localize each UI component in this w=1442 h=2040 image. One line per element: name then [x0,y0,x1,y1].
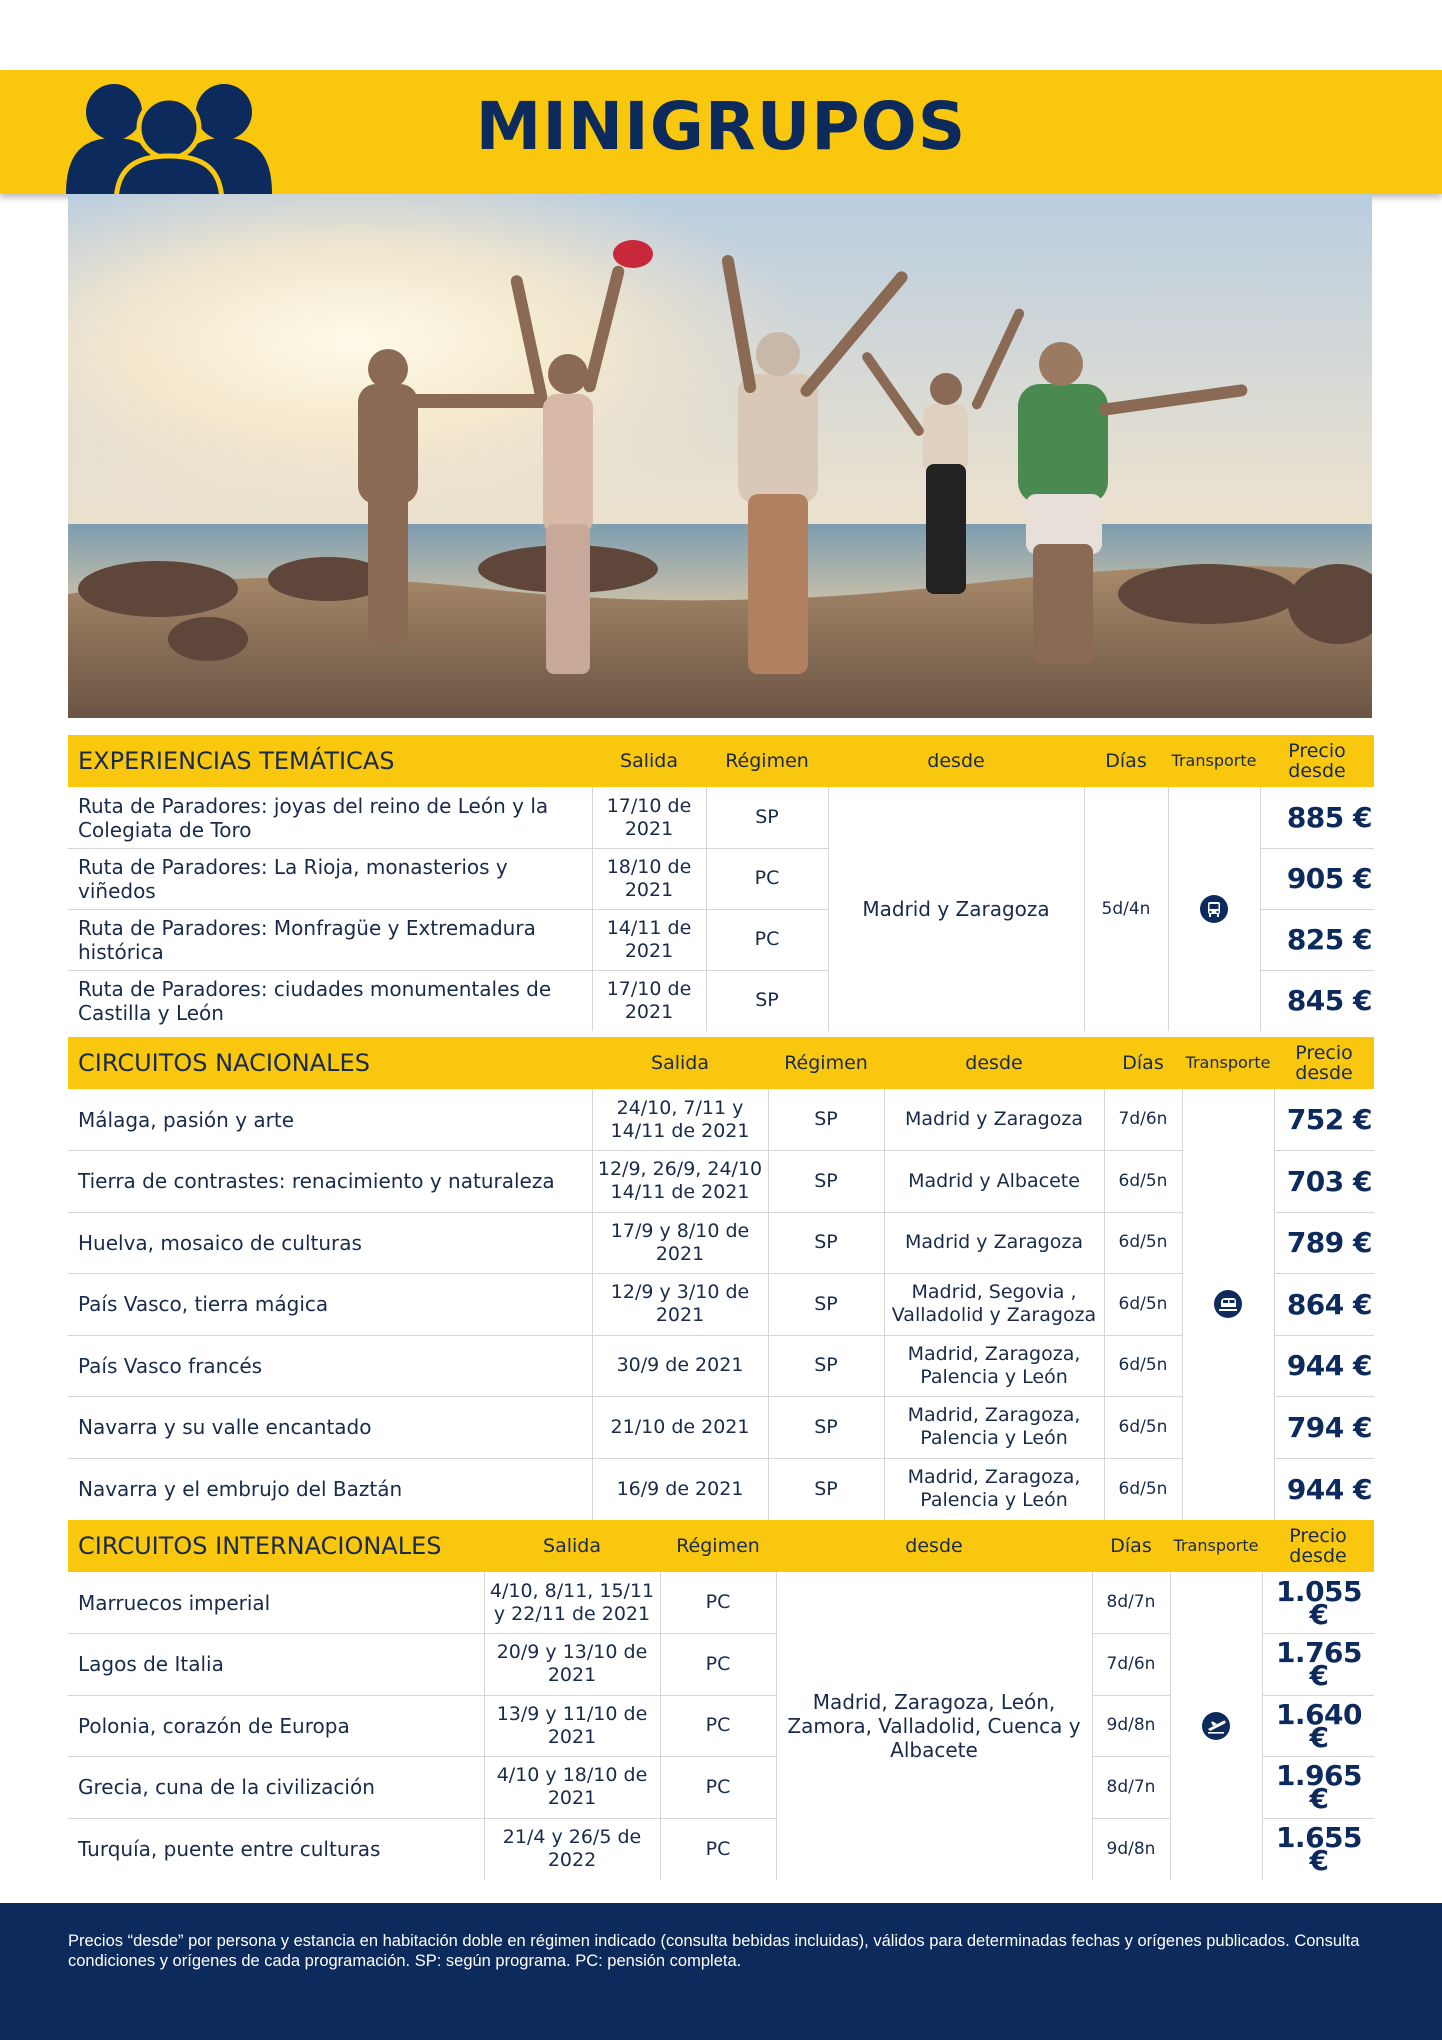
trip-desde: Madrid, Segovia , Valladolid y Zaragoza [891,1281,1097,1326]
internacionales-header [68,1520,1374,1572]
trip-regimen: SP [814,1292,838,1315]
col-desde: desde [927,750,985,772]
trip-name: Ruta de Paradores: joyas del reino de León y la Colegiata de Toro [78,793,549,842]
experiencias-body [68,787,1374,1031]
internacionales-body [68,1572,1374,1880]
trip-price: 864 € [1286,1287,1372,1321]
trip-regimen: SP [755,806,779,828]
trip-price: 794 € [1286,1410,1372,1444]
trip-salida: 14/11 de 2021 [606,916,692,962]
nacionales-header [68,1037,1374,1089]
trip-name: Málaga, pasión y arte [78,1107,295,1132]
trip-desde: Madrid, Zaragoza, Palencia y León [907,1342,1081,1388]
trip-price: 1.640 € [1275,1697,1363,1754]
nacionales-section [68,1037,1374,1520]
trip-desde: Madrid y Albacete [908,1169,1080,1192]
trip-desde: Madrid y Zaragoza [905,1108,1083,1130]
col-precio: Precio desde [1289,1525,1347,1567]
trip-salida: 12/9, 26/9, 24/10 14/11 de 2021 [597,1158,763,1203]
trip-price: 845 € [1286,984,1372,1017]
col-desde: desde [905,1535,963,1557]
trip-regimen: SP [814,1231,838,1253]
trip-dias: 7d/6n [1118,1109,1168,1129]
col-dias: Días [1105,750,1147,772]
trip-regimen: PC [705,1591,731,1613]
trip-price: 703 € [1286,1164,1372,1198]
trip-regimen: PC [705,1714,731,1736]
nacionales-body [68,1089,1374,1520]
trip-price: 1.655 € [1275,1821,1363,1877]
trip-dias: 6d/5n [1118,1170,1168,1191]
trip-price: 944 € [1286,1349,1372,1382]
trip-dias: 6d/5n [1118,1478,1168,1499]
trip-name: Ruta de Paradores: La Rioja, monasterios y viñedos [78,854,508,903]
table-row [68,848,1374,909]
trip-dias: 6d/5n [1118,1416,1168,1437]
col-regimen: Régimen [784,1052,868,1074]
trip-salida: 17/9 y 8/10 de 2021 [610,1219,750,1265]
trip-dias: 9d/8n [1106,1715,1156,1735]
trip-name: Tierra de contrastes: renacimiento y naturaleza [78,1169,555,1193]
plane-icon [1202,1712,1230,1740]
trip-salida: 4/10 y 18/10 de 2021 [496,1764,648,1809]
col-precio: Precio desde [1288,740,1346,782]
trip-salida: 21/10 de 2021 [610,1415,750,1438]
trip-price: 789 € [1286,1226,1372,1259]
trip-dias: 7d/6n [1106,1653,1156,1674]
trip-regimen: SP [814,1415,838,1438]
trip-salida: 17/10 de 2021 [606,794,692,840]
page-title: MINIGRUPOS [475,88,967,165]
col-salida: Salida [543,1535,601,1557]
trip-name: Lagos de Italia [78,1652,224,1676]
trip-name: Navarra y el embrujo del Baztán [78,1477,403,1501]
trip-price: 825 € [1286,923,1372,956]
table-row [68,1212,1374,1273]
trip-dias: 8d/7n [1106,1776,1156,1797]
trip-salida: 12/9 y 3/10 de 2021 [610,1281,750,1326]
trip-regimen: PC [754,867,780,889]
train-icon [1214,1290,1242,1318]
trip-regimen: SP [814,1169,838,1192]
trip-name: Ruta de Paradores: ciudades monumentales de Castilla y León [78,976,552,1025]
col-transporte: Transporte [1173,1536,1259,1555]
experiencias-title: EXPERIENCIAS TEMÁTICAS [78,747,395,775]
trip-price: 944 € [1286,1472,1372,1506]
trip-dias: 6d/5n [1118,1293,1168,1314]
footer-text: Precios “desde” por persona y estancia en habitación doble en régimen indicado (consulta bebidas incluidas), válidos para determinadas fechas y orígenes publicados. Consulta condiciones y orígenes de cada programación. SP: según programa. PC: pensión completa. [68,1932,1360,1970]
trip-price: 1.965 € [1275,1759,1363,1815]
col-regimen: Régimen [725,750,809,772]
trip-desde: Madrid, Zaragoza, Palencia y León [907,1404,1081,1449]
hero-photo-seniors-beach [68,194,1372,718]
trip-price: 885 € [1286,801,1372,834]
trip-dias: 8d/7n [1106,1592,1156,1612]
trip-salida: 20/9 y 13/10 de 2021 [496,1641,648,1686]
trip-name: País Vasco, tierra mágica [78,1292,329,1316]
trip-name: Navarra y su valle encantado [78,1415,372,1439]
table-row [68,787,1374,848]
trip-regimen: PC [705,1837,731,1860]
trip-regimen: SP [814,1354,838,1376]
table-row [68,1273,1374,1335]
table-row [68,1150,1374,1212]
col-dias: Días [1122,1052,1164,1074]
trip-regimen: SP [814,1108,838,1130]
trip-desde: Madrid y Zaragoza [905,1231,1083,1253]
table-row [68,1756,1374,1818]
trip-salida: 21/4 y 26/5 de 2022 [502,1826,642,1871]
experiencias-header [68,735,1374,787]
trip-salida: 13/9 y 11/10 de 2021 [496,1702,648,1748]
experiencias-dias: 5d/4n [1101,899,1151,919]
col-salida: Salida [620,750,678,772]
trip-regimen: PC [705,1775,731,1798]
table-row [68,1695,1374,1756]
internacionales-section [68,1520,1374,1880]
trip-regimen: SP [755,989,779,1011]
trip-salida: 16/9 de 2021 [616,1477,744,1500]
col-transporte: Transporte [1185,1053,1271,1072]
trip-regimen: SP [814,1477,838,1500]
nacionales-title: CIRCUITOS NACIONALES [78,1049,370,1077]
experiencias-section [68,735,1374,1031]
trip-name: Huelva, mosaico de culturas [78,1230,362,1255]
table-row [68,1089,1374,1150]
trip-price: 1.055 € [1275,1574,1363,1631]
trip-dias: 6d/5n [1118,1355,1168,1375]
trip-salida: 18/10 de 2021 [606,855,692,901]
table-row [68,970,1374,1031]
trip-dias: 9d/8n [1106,1838,1156,1859]
trip-price: 905 € [1286,862,1372,895]
trip-dias: 6d/5n [1118,1232,1168,1252]
table-row [68,909,1374,970]
trip-name: Marruecos imperial [78,1590,271,1615]
footer-disclaimer [0,1903,1442,2040]
col-dias: Días [1110,1535,1152,1557]
trip-salida: 24/10, 7/11 y 14/11 de 2021 [610,1096,750,1142]
bus-icon [1200,895,1228,923]
trip-salida: 17/10 de 2021 [606,977,692,1023]
internacionales-desde: Madrid, Zaragoza, León, Zamora, Valladolid, Cuenca y Albacete [787,1690,1081,1762]
trip-name: País Vasco francés [78,1353,263,1378]
table-row [68,1458,1374,1520]
experiencias-desde: Madrid y Zaragoza [862,897,1050,921]
col-regimen: Régimen [676,1535,760,1557]
trip-price: 1.765 € [1275,1636,1363,1692]
trip-regimen: PC [754,928,780,950]
table-row [68,1572,1374,1633]
trip-name: Grecia, cuna de la civilización [78,1775,375,1799]
table-row [68,1818,1374,1880]
table-row [68,1335,1374,1396]
col-transporte: Transporte [1171,751,1257,770]
trip-salida: 30/9 de 2021 [616,1354,744,1376]
table-row [68,1633,1374,1695]
col-salida: Salida [651,1052,709,1074]
col-desde: desde [965,1052,1023,1074]
col-precio: Precio desde [1295,1042,1353,1084]
trip-salida: 4/10, 8/11, 15/11 y 22/11 de 2021 [489,1579,655,1625]
trip-regimen: PC [705,1652,731,1675]
trip-name: Polonia, corazón de Europa [78,1713,350,1738]
trip-name: Turquía, puente entre culturas [78,1837,381,1861]
trip-desde: Madrid, Zaragoza, Palencia y León [907,1466,1081,1511]
trip-price: 752 € [1286,1103,1372,1136]
trip-name: Ruta de Paradores: Monfragüe y Extremadura histórica [78,915,536,964]
table-row [68,1396,1374,1458]
internacionales-title: CIRCUITOS INTERNACIONALES [78,1532,442,1560]
